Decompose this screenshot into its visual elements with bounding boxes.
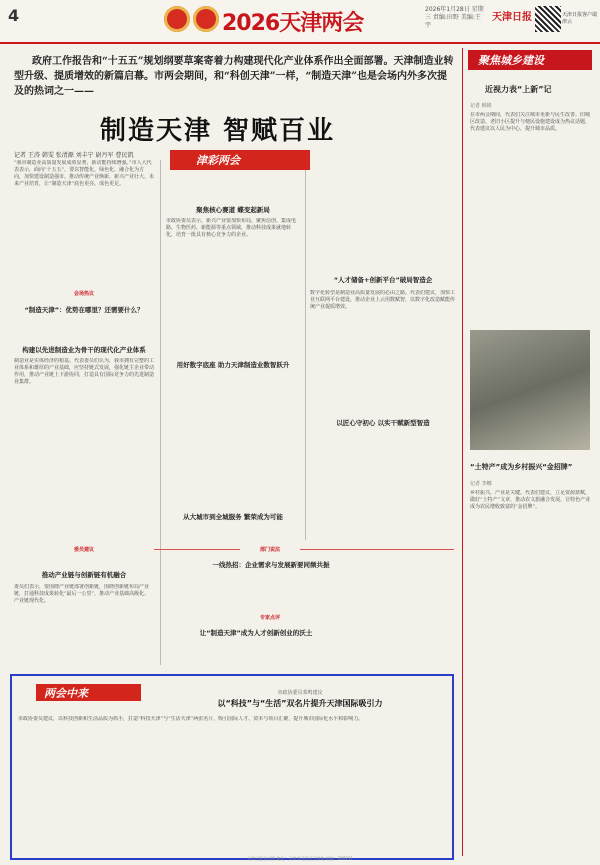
article-body: “我市制造业高质量发展成效显著，新动能持续增强。”市人大代表表示，面向“十五五”，要以智能化、绿色化、融合化为方向，加快建设制造强市。推动传统产业焕新、新兴产业壮大、未来产业培育，让“制造天津”底色更亮、成色更足。 xyxy=(14,160,154,187)
section-tag: 专家点评 xyxy=(240,614,300,621)
emblem-icon xyxy=(193,6,219,32)
highlight-title[interactable]: 以“科技”与“生活”双名片提升天津国际吸引力 xyxy=(217,699,383,708)
article-body: 市政协委员表示，新兴产业要加快布局，聚焦信创、集成电路、生物医药、新能源等重点领域，推动科技成果就地转化，培育一批具有核心竞争力的企业。 xyxy=(166,218,297,238)
page-footer: 天津日报社出版 地址：天津市河西区卫津路 邮编：300211 xyxy=(247,856,353,861)
section-tag: 部门说法 xyxy=(240,546,300,553)
highlight-kicker: 市政协委员邓鸣建议 xyxy=(277,690,323,696)
subheading[interactable]: “制造天津”：优势在哪里？还需要什么？ xyxy=(24,306,144,314)
article-title[interactable]: “土特产”成为乡村振兴“金招牌” xyxy=(470,463,573,471)
subheading[interactable]: 用好数字底座 助力天津制造业数智跃升 xyxy=(176,361,290,369)
article-body: 乡村振兴，产业是关键。代表们建议，立足资源禀赋，做好“土特产”文章，推动农文旅融合发展，让特色产业成为农民增收致富的“金招牌”。 xyxy=(470,490,591,510)
highlight-body: 市政协委员建议，以科技创新和生活品质为抓手，打造“科技天津”与“生活天津”两张名片，吸引国际人才、资本与项目汇聚，提升城市国际化水平和影响力。 xyxy=(18,716,364,722)
news-photo xyxy=(470,330,590,450)
article-body: 制造业是实体经济的根基。代表委员们认为，我市拥有完整的工业体系和雄厚的产业基础，应坚持链式发展，强化链主企业带动作用，推动产业链上下游协同，打造具有国际竞争力的先进制造业集群。 xyxy=(14,358,154,385)
subheading[interactable]: “人才储备+创新平台”破局智造企 xyxy=(333,276,433,284)
newspaper-logo: 天津日报 xyxy=(492,12,532,23)
subheading[interactable]: 从大城市到全城服务 繁荣成为可能 xyxy=(183,513,283,521)
subheading[interactable]: 让“制造天津”成为人才创新创业的沃土 xyxy=(199,629,313,637)
article-body: 委员们表示，要围绕产业链部署创新链，围绕创新链布局产业链，打通科技成果转化“最后一公里”，推动产业基础高级化、产业链现代化。 xyxy=(14,584,150,604)
subheading[interactable]: 推动产业链与创新链有机融合 xyxy=(41,571,127,579)
masthead-rule xyxy=(0,42,600,44)
subheading[interactable]: 一线热招：企业需求与发展新要同频共振 xyxy=(212,561,330,569)
section-tag: 委员建议 xyxy=(14,546,154,553)
section-banner-title: 津彩两会 xyxy=(196,154,240,167)
subheading[interactable]: 构建以先进制造业为骨干的现代化产业体系 xyxy=(22,346,146,354)
page-number: 4 xyxy=(8,6,20,25)
article-body: 在市两会期间，代表们关注城市更新与民生改善。旧城区改造、老旧小区提升与便民设施建设成为热议话题，代表建议以人民为中心，提升城市品质。 xyxy=(470,112,591,132)
article-body: 数字化转型是制造业高质量发展的必由之路。代表们建议，加快工业互联网平台建设，推动企业上云用数赋智，以数字化改造赋能传统产业提质增效。 xyxy=(310,290,456,310)
lead-headline[interactable]: 制造天津 智赋百业 xyxy=(100,116,336,146)
emblem-icon xyxy=(164,6,190,32)
subheading[interactable]: 聚焦核心赛道 蝶变起新局 xyxy=(196,206,270,214)
masthead-title: 2026天津两会 xyxy=(222,11,364,36)
masthead-info: 2026年1月28日 星期三 责编:田野 美编:王宇 xyxy=(425,6,484,29)
article-title[interactable]: 近视力表“上新”记 xyxy=(485,85,552,94)
highlight-banner-title: 两会中来 xyxy=(44,687,88,700)
section-banner xyxy=(170,150,310,170)
column-divider xyxy=(160,160,161,665)
qr-caption: 天津日报客户端 津云 xyxy=(562,12,598,25)
column-divider xyxy=(305,160,306,540)
column-divider xyxy=(462,48,463,856)
lead-intro: 政府工作报告和“十五五”规划纲要草案寄着力构建现代化产业体系作出全面部署。天津制造业转型升级、提质增效的新篇启幕。市两会期间，和“科创天津”一样，“制造天津”也是会场内外多次提及的热词之一—— xyxy=(14,56,454,97)
article-byline: 记者 李娜 xyxy=(470,481,492,487)
section-tag: 会场热议 xyxy=(14,290,154,297)
article-byline: 记者 韩铭 xyxy=(470,103,492,109)
right-column-banner-title: 聚焦城乡建设 xyxy=(478,54,544,67)
subheading[interactable]: 以匠心守初心 以实干赋新型智造 xyxy=(336,419,430,427)
qr-code-icon[interactable] xyxy=(535,6,561,32)
lead-byline: 记者 王涛 韩雯 张清源 刘丰宁 尉丹军 曹民凯 xyxy=(14,152,134,159)
